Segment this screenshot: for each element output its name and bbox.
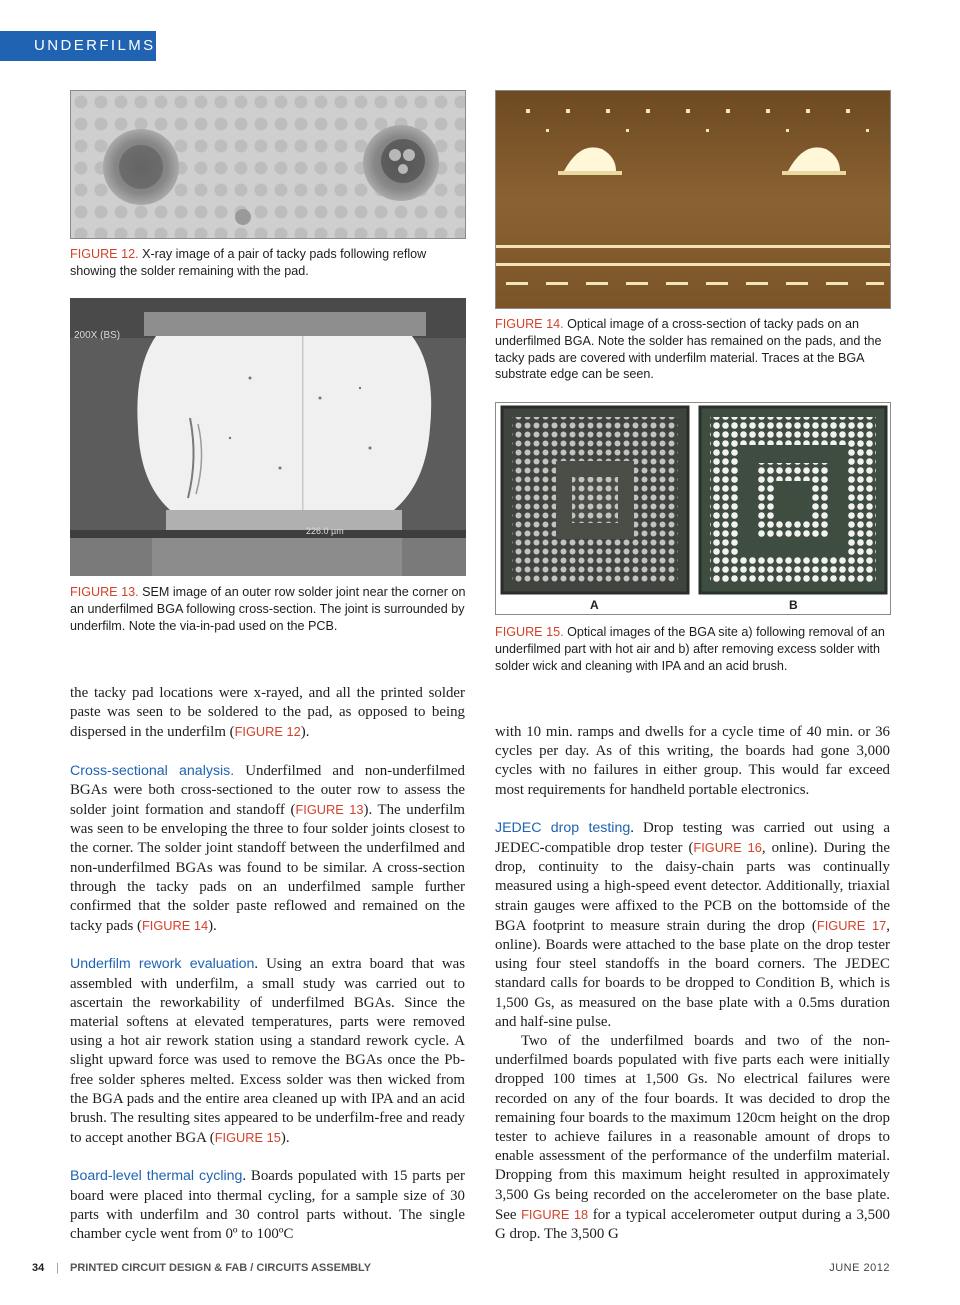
text: ). The underfilm was seen to be enveloping the three to four solder joints closest to the corner. The solder joint standoff between the underfilmed and non-underfilmed BGAs was found to be similar. A cross-section through the tacky pads on an underfilmed sample further confirmed that the solder paste reflowed and remained on the tacky pads (	[70, 802, 465, 935]
section-heading: Board-level thermal cycling	[70, 1168, 243, 1185]
figure-13-reference: FIGURE 13	[295, 802, 364, 818]
figure-15-label: FIGURE 15.	[495, 625, 564, 639]
figure-15-caption-text: Optical images of the BGA site a) following removal of an underfilmed part with hot air and b) after removing excess solder with solder wick and cleaning with IPA and an acid brush.	[495, 625, 885, 673]
section-tag: UNDERFILMS	[0, 31, 156, 61]
figure-15-reference: FIGURE 15	[214, 1130, 281, 1146]
paragraph	[495, 819, 890, 1032]
figure-12-caption	[70, 246, 466, 280]
section-heading: Underfilm rework evaluation	[70, 956, 255, 973]
figure-14-label: FIGURE 14.	[495, 317, 564, 331]
figure-12-reference: FIGURE 12	[234, 724, 301, 740]
section-heading: JEDEC drop testing	[495, 819, 631, 836]
text: . Drop testing was carried out using a JEDEC-compatible drop tester (	[495, 819, 891, 857]
text: ).	[300, 724, 310, 741]
figure-15-caption	[495, 624, 891, 674]
figure-15-label-a: A	[590, 598, 599, 612]
text: , online). During the drop, continuity to the daisy-chain parts was continually measured using a high-speed event detector. Additionally, triaxial strain gauges were affixed to the PCB on the bottomside of the BGA footprint to measure strain during the drop (	[495, 840, 890, 934]
figure-15-label-b: B	[789, 598, 798, 612]
text: ).	[280, 1130, 290, 1147]
figure-16-reference: FIGURE 16	[693, 840, 762, 856]
text: ).	[208, 918, 217, 935]
text: with 10 min. ramps and dwells for a cycle time of 40 min. or 36 cycles per day. As of this writing, the boards had gone 3,000 cycles with no failures in either group. This would far exceed most requirements for handheld portable electronics.	[495, 724, 890, 798]
figure-14-caption	[495, 316, 891, 383]
footer-separator: |	[56, 1262, 59, 1274]
left-column	[70, 684, 465, 1244]
issue-date: JUNE 2012	[829, 1262, 890, 1274]
figure-13-caption-text: SEM image of an outer row solder joint near the corner on an underfilmed BGA following cross-section. The joint is surrounded by underfilm. Note the via-in-pad used on the PCB.	[70, 585, 466, 633]
figure-15-panel	[495, 402, 891, 615]
text: for a typical accelerometer output during a 3,500 G drop. The 3,500 G	[495, 1206, 890, 1243]
figure-17-reference: FIGURE 17	[816, 917, 887, 933]
text: the tacky pad locations were x-rayed, and all the printed solder paste was seen to be soldered to the pad, as opposed to being dispersed in the underfilm (	[70, 685, 465, 741]
text: , online). Boards were attached to the base plate on the drop tester using four steel standoffs in the board corners. The JEDEC standard calls for boards to be dropped to Condition B, which is 1,500 Gs, as measured on the base plate with a 0.5ms duration and half-sine pulse.	[495, 917, 890, 1030]
figure-14-reference: FIGURE 14	[141, 918, 209, 934]
figure-14-optical-image	[495, 90, 891, 309]
figure-13-label: FIGURE 13.	[70, 585, 139, 599]
figure-12-caption-text: X-ray image of a pair of tacky pads following reflow showing the solder remaining with the pad.	[70, 247, 427, 278]
figure-12-xray-image	[70, 90, 466, 239]
figure-13-caption	[70, 584, 466, 634]
paragraph	[70, 955, 465, 1148]
figure-12-label: FIGURE 12.	[70, 247, 139, 261]
text: Two of the underfilmed boards and two of the non-underfilmed boards populated with five parts each were initially dropped 100 times at 1,500 Gs. No electrical failures were recorded on any of the four boards. It was decided to drop the remaining four boards to the maximum 120cm height on the drop tester to achieve failures in a reasonable amount of drops to enable assessment of the performance of the underfilm material. Dropping from this maximum height resulted in approximately 3,500 Gs being recorded on the accelerometer on the base plate. See	[495, 1033, 890, 1223]
section-heading: Cross-sectional analysis.	[70, 762, 235, 779]
paragraph	[495, 1032, 890, 1244]
page-number: 34	[32, 1262, 45, 1274]
figure-13-magnification: 200X (BS)	[74, 330, 121, 341]
right-column	[495, 723, 890, 1244]
figure-13-scale-label: 226.0 µm	[306, 526, 344, 536]
figure-18-reference: FIGURE 18	[521, 1206, 589, 1222]
paragraph	[70, 684, 465, 743]
paragraph	[70, 762, 465, 937]
text: Underfilmed and non-underfilmed BGAs were both cross-sectioned to the outer row to assess the solder joint formation and standoff (	[70, 762, 465, 819]
text: . Boards populated with 15 parts per board were placed into thermal cycling, for a sample size of 30 parts with underfilm and 30 control parts without. The single chamber cycle went from 0º to 100ºC	[70, 1168, 465, 1243]
publication-name: PRINTED CIRCUIT DESIGN & FAB / CIRCUITS ASSEMBLY	[70, 1262, 372, 1274]
figure-14-caption-text: Optical image of a cross-section of tacky pads on an underfilmed BGA. Note the solder has remained on the pads, and the tacky pads are covered with underfilm material. Traces at the BGA substrate edge can be seen.	[495, 317, 882, 382]
paragraph	[495, 723, 890, 800]
paragraph	[70, 1167, 465, 1244]
figure-13-sem-image	[70, 298, 466, 576]
text: . Using an extra board that was assembled with underfilm, a small study was carried out to ascertain the reworkability of underfilmed BGAs. Since the material softens at elevated temperatures, parts were removed using a hot air rework station using a standard rework cycle. A slight upward force was used to remove the BGAs once the Pb-free solder spheres melted. Excess solder was then wicked from the BGA pads and the entire area cleaned up with IPA and an acid brush. The resulting sites appeared to be underfilm-free and ready to accept another BGA (	[70, 956, 465, 1147]
